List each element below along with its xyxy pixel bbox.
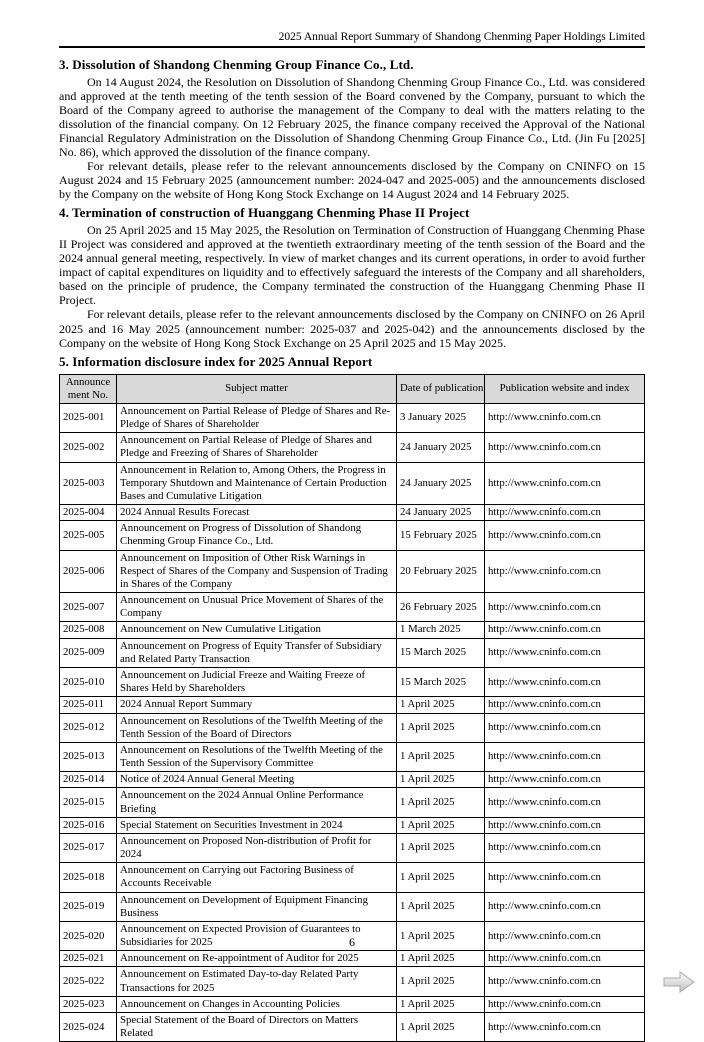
cell-subject-matter: Announcement on Unusual Price Movement of Shares of the Company (117, 593, 397, 622)
cell-publication-website: http://www.cninfo.com.cn (485, 996, 645, 1012)
cell-publication-date: 15 March 2025 (397, 668, 485, 697)
table-row (60, 668, 645, 697)
table-row (60, 863, 645, 892)
table-row (60, 697, 645, 713)
cell-publication-website: http://www.cninfo.com.cn (485, 833, 645, 862)
cell-publication-website: http://www.cninfo.com.cn (485, 668, 645, 697)
cell-publication-website: http://www.cninfo.com.cn (485, 951, 645, 967)
table-row (60, 788, 645, 817)
cell-publication-website: http://www.cninfo.com.cn (485, 433, 645, 462)
cell-publication-date: 1 April 2025 (397, 833, 485, 862)
header-subject-matter: Subject matter (117, 374, 397, 403)
cell-announcement-no: 2025-011 (60, 697, 117, 713)
cell-subject-matter: Announcement on Partial Release of Pledge of Shares and Re-Pledge of Shares of Shareholder (117, 403, 397, 432)
table-row (60, 742, 645, 771)
cell-announcement-no: 2025-006 (60, 550, 117, 593)
cell-subject-matter: Announcement on the 2024 Annual Online Performance Briefing (117, 788, 397, 817)
cell-subject-matter: Announcement on Resolutions of the Twelfth Meeting of the Tenth Session of the Supervisory Committee (117, 742, 397, 771)
cell-announcement-no: 2025-005 (60, 521, 117, 550)
cell-subject-matter: Announcement on Carrying out Factoring Business of Accounts Receivable (117, 863, 397, 892)
cell-publication-website: http://www.cninfo.com.cn (485, 1012, 645, 1041)
cell-announcement-no: 2025-013 (60, 742, 117, 771)
cell-publication-website: http://www.cninfo.com.cn (485, 505, 645, 521)
cell-publication-website: http://www.cninfo.com.cn (485, 593, 645, 622)
page-number: 6 (349, 935, 355, 949)
cell-subject-matter: Announcement on New Cumulative Litigation (117, 622, 397, 638)
cell-announcement-no: 2025-016 (60, 817, 117, 833)
cell-publication-website: http://www.cninfo.com.cn (485, 638, 645, 667)
cell-publication-website: http://www.cninfo.com.cn (485, 863, 645, 892)
table-row (60, 462, 645, 505)
cell-announcement-no: 2025-008 (60, 622, 117, 638)
cell-publication-date: 24 January 2025 (397, 433, 485, 462)
next-page-arrow-icon[interactable] (660, 966, 700, 998)
cell-publication-date: 1 April 2025 (397, 892, 485, 921)
cell-publication-date: 24 January 2025 (397, 505, 485, 521)
cell-publication-date: 15 February 2025 (397, 521, 485, 550)
table-row (60, 996, 645, 1012)
cell-publication-website: http://www.cninfo.com.cn (485, 892, 645, 921)
table-row (60, 505, 645, 521)
cell-publication-date: 24 January 2025 (397, 462, 485, 505)
table-row (60, 433, 645, 462)
cell-subject-matter: Announcement on Development of Equipment Financing Business (117, 892, 397, 921)
table-row (60, 403, 645, 432)
cell-announcement-no: 2025-009 (60, 638, 117, 667)
page-header-title: 2025 Annual Report Summary of Shandong Chenming Paper Holdings Limited (278, 31, 645, 43)
cell-publication-website: http://www.cninfo.com.cn (485, 967, 645, 996)
table-row (60, 892, 645, 921)
cell-publication-date: 1 April 2025 (397, 951, 485, 967)
cell-announcement-no: 2025-020 (60, 921, 117, 950)
cell-subject-matter: Announcement on Proposed Non-distribution of Profit for 2024 (117, 833, 397, 862)
cell-publication-website: http://www.cninfo.com.cn (485, 817, 645, 833)
section-4-paragraph: On 25 April 2025 and 15 May 2025, the Resolution on Termination of Construction of Huanggang Chenming Phase II Project was considered and approved at the twentieth extraordinary meeting of the tenth session of the Board and the 2024 annual general meeting, respectively. In view of market changes and its current operations, in order to avoid further impact of capital expenditures on liquidity and to effectively safeguard the interests of the Company and all shareholders, based on the principle of prudence, the Company terminated the construction of the Huanggang Chenming Phase II Project. (59, 223, 645, 308)
table-row (60, 951, 645, 967)
table-row (60, 713, 645, 742)
cell-subject-matter: Announcement on Imposition of Other Risk Warnings in Respect of Shares of the Company and Suspension of Trading in Shares of the Company (117, 550, 397, 593)
cell-publication-website: http://www.cninfo.com.cn (485, 772, 645, 788)
cell-publication-website: http://www.cninfo.com.cn (485, 713, 645, 742)
cell-announcement-no: 2025-010 (60, 668, 117, 697)
table-row (60, 967, 645, 996)
cell-subject-matter: Special Statement of the Board of Directors on Matters Related (117, 1012, 397, 1041)
cell-subject-matter: Announcement in Relation to, Among Others, the Progress in Temporary Shutdown and Maintenance of Certain Production Bases and Cumulative Litigation (117, 462, 397, 505)
table-row (60, 772, 645, 788)
section-4-heading: 4. Termination of construction of Huanggang Chenming Phase II Project (59, 205, 470, 221)
table-row (60, 550, 645, 593)
cell-announcement-no: 2025-022 (60, 967, 117, 996)
cell-announcement-no: 2025-019 (60, 892, 117, 921)
cell-subject-matter: Announcement on Judicial Freeze and Waiting Freeze of Shares Held by Shareholders (117, 668, 397, 697)
cell-publication-website: http://www.cninfo.com.cn (485, 921, 645, 950)
table-row (60, 817, 645, 833)
cell-subject-matter: Announcement on Partial Release of Pledge of Shares and Pledge and Freezing of Shares of Shareholder (117, 433, 397, 462)
cell-publication-website: http://www.cninfo.com.cn (485, 697, 645, 713)
cell-publication-date: 1 April 2025 (397, 921, 485, 950)
cell-subject-matter: Special Statement on Securities Investment in 2024 (117, 817, 397, 833)
page-content (59, 53, 645, 1042)
section-3-paragraph: For relevant details, please refer to the relevant announcements disclosed by the Company on CNINFO on 15 August 2024 and 15 February 2025 (announcement number: 2024-047 and 2025-005) and the announcements disclosed by the Company on the website of Hong Kong Stock Exchange on 14 August 2024 and 14 February 2025. (59, 159, 645, 202)
cell-subject-matter: 2024 Annual Results Forecast (117, 505, 397, 521)
cell-publication-date: 26 February 2025 (397, 593, 485, 622)
cell-publication-website: http://www.cninfo.com.cn (485, 462, 645, 505)
cell-publication-date: 1 April 2025 (397, 772, 485, 788)
section-3-paragraph: On 14 August 2024, the Resolution on Dissolution of Shandong Chenming Group Finance Co., Ltd. was considered and approved at the tenth meeting of the tenth session of the Board convened by the Company, pursuant to which the Board of the Company agreed to authorise the management of the Company to deal with the matters relating to the dissolution of the financial company. On 12 February 2025, the finance company received the Approval of the National Financial Regulatory Administration on the Dissolution of Shandong Chenming Group Finance Co., Ltd. (Jin Fu [2025] No. 86), which approved the dissolution of the finance company. (59, 75, 645, 160)
cell-subject-matter: Announcement on Expected Provision of Guarantees to Subsidiaries for 2025 (117, 921, 397, 950)
cell-announcement-no: 2025-003 (60, 462, 117, 505)
cell-announcement-no: 2025-024 (60, 1012, 117, 1041)
cell-publication-website: http://www.cninfo.com.cn (485, 403, 645, 432)
cell-publication-date: 1 April 2025 (397, 996, 485, 1012)
cell-announcement-no: 2025-017 (60, 833, 117, 862)
table-row (60, 593, 645, 622)
cell-publication-date: 1 April 2025 (397, 697, 485, 713)
cell-publication-website: http://www.cninfo.com.cn (485, 622, 645, 638)
section-5-heading: 5. Information disclosure index for 2025 Annual Report (59, 353, 373, 369)
cell-publication-date: 1 April 2025 (397, 742, 485, 771)
cell-subject-matter: Notice of 2024 Annual General Meeting (117, 772, 397, 788)
cell-announcement-no: 2025-021 (60, 951, 117, 967)
cell-subject-matter: Announcement on Re-appointment of Auditor for 2025 (117, 951, 397, 967)
section-4-paragraph: For relevant details, please refer to the relevant announcements disclosed by the Company on CNINFO on 26 April 2025 and 16 May 2025 (announcement number: 2025-037 and 2025-042) and the announcements disclosed by the Company on the website of Hong Kong Stock Exchange on 25 April 2025 and 15 May 2025. (59, 307, 645, 350)
cell-subject-matter: Announcement on Progress of Dissolution of Shandong Chenming Group Finance Co., Ltd. (117, 521, 397, 550)
cell-publication-date: 1 April 2025 (397, 967, 485, 996)
header-publication-date: Date of publication (397, 374, 485, 403)
section-3-heading: 3. Dissolution of Shandong Chenming Group Finance Co., Ltd. (59, 57, 414, 72)
cell-publication-date: 1 March 2025 (397, 622, 485, 638)
cell-announcement-no: 2025-023 (60, 996, 117, 1012)
cell-subject-matter: Announcement on Changes in Accounting Policies (117, 996, 397, 1012)
header-publication-website: Publication website and index (485, 374, 645, 403)
cell-publication-website: http://www.cninfo.com.cn (485, 521, 645, 550)
header-announcement-no: Announcement No. (60, 374, 117, 403)
cell-publication-website: http://www.cninfo.com.cn (485, 788, 645, 817)
page-header-band (59, 31, 645, 48)
cell-publication-date: 1 April 2025 (397, 1012, 485, 1041)
cell-announcement-no: 2025-014 (60, 772, 117, 788)
cell-publication-date: 1 April 2025 (397, 713, 485, 742)
cell-announcement-no: 2025-002 (60, 433, 117, 462)
cell-publication-date: 3 January 2025 (397, 403, 485, 432)
cell-announcement-no: 2025-015 (60, 788, 117, 817)
cell-subject-matter: Announcement on Estimated Day-to-day Related Party Transactions for 2025 (117, 967, 397, 996)
cell-announcement-no: 2025-012 (60, 713, 117, 742)
cell-publication-date: 1 April 2025 (397, 863, 485, 892)
cell-publication-date: 20 February 2025 (397, 550, 485, 593)
table-row (60, 622, 645, 638)
cell-announcement-no: 2025-007 (60, 593, 117, 622)
cell-publication-date: 1 April 2025 (397, 817, 485, 833)
table-row (60, 638, 645, 667)
cell-subject-matter: Announcement on Resolutions of the Twelfth Meeting of the Tenth Session of the Board of Directors (117, 713, 397, 742)
cell-publication-website: http://www.cninfo.com.cn (485, 742, 645, 771)
cell-announcement-no: 2025-001 (60, 403, 117, 432)
cell-publication-date: 1 April 2025 (397, 788, 485, 817)
table-row (60, 1012, 645, 1041)
cell-publication-website: http://www.cninfo.com.cn (485, 550, 645, 593)
table-row (60, 833, 645, 862)
cell-subject-matter: Announcement on Progress of Equity Transfer of Subsidiary and Related Party Transaction (117, 638, 397, 667)
cell-subject-matter: 2024 Annual Report Summary (117, 697, 397, 713)
cell-publication-date: 15 March 2025 (397, 638, 485, 667)
cell-announcement-no: 2025-004 (60, 505, 117, 521)
table-row (60, 521, 645, 550)
table-header-row (60, 374, 645, 403)
cell-announcement-no: 2025-018 (60, 863, 117, 892)
